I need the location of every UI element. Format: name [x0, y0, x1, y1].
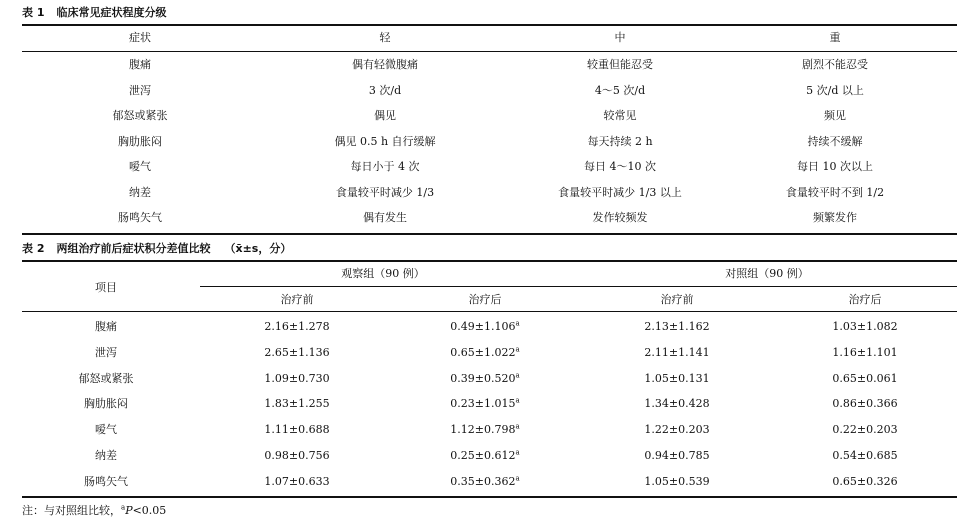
note-threshold: <0.05: [132, 504, 167, 517]
table2-subheader-cell: 治疗后: [848, 293, 882, 306]
table2-value: 2.65±1.136: [264, 345, 330, 359]
table2-value: 0.22±0.203: [832, 423, 898, 437]
table2-value: 0.49±1.106: [450, 320, 516, 333]
table-note: [22, 502, 166, 518]
table2-value-cell: [644, 449, 709, 463]
table1-grade-cell: 偶见 0.5 h 自行缓解: [334, 134, 436, 148]
table2-value: 0.39±0.520: [450, 371, 516, 385]
table2-item-cell: 纳差: [95, 449, 117, 462]
table2-value: 2.11±1.141: [644, 345, 710, 359]
table1-header-rule: [22, 51, 957, 52]
significance-mark: a: [515, 345, 520, 354]
table2-value: 2.16±1.278: [264, 320, 330, 333]
table2-value-cell: [450, 397, 519, 411]
table2-value: 1.07±0.633: [264, 474, 330, 488]
table2-value-cell: [832, 372, 897, 386]
table2-value-cell: [264, 397, 329, 411]
table1-header-cell: 重: [829, 31, 841, 44]
significance-mark: a: [515, 319, 520, 328]
table1-grade-cell: 食量较平时减少 1/3: [335, 185, 435, 199]
table2-value-cell: [450, 423, 519, 437]
table2-value-cell: [450, 372, 519, 386]
table2-value-cell: [450, 346, 519, 360]
table2-value: 1.09±0.730: [264, 371, 330, 385]
table2-item-cell: 泄泻: [95, 345, 117, 359]
table2-value: 0.25±0.612: [450, 449, 516, 462]
table2-value-cell: [832, 397, 897, 411]
table1-title: 临床常见症状程度分级: [56, 6, 167, 19]
table2-value: 0.94±0.785: [644, 449, 710, 462]
table2-value-cell: [832, 423, 897, 437]
table1-symptom-cell: 肠鸣矢气: [118, 211, 162, 224]
table1-header-cell: 中: [614, 31, 626, 44]
table2-value-cell: [450, 449, 519, 463]
significance-mark: a: [515, 370, 520, 379]
table2-number: 表 2: [22, 242, 45, 255]
table2-title: 两组治疗前后症状积分差值比较: [56, 242, 211, 255]
table1-grade-cell: 发作较频发: [592, 211, 648, 224]
table1-grade-cell: 4～5 次/d: [594, 83, 646, 97]
table1-symptom-cell: 胸肋胀闷: [118, 134, 162, 148]
table2-subheader-cell: 治疗前: [660, 293, 694, 306]
table2-value-cell: [832, 449, 897, 463]
table2-value: 0.54±0.685: [832, 449, 898, 462]
table1-grade-cell: 每日 4～10 次: [584, 160, 656, 173]
table2-value: 0.65±0.061: [832, 371, 898, 385]
table2-caption: [22, 240, 291, 256]
table1-grade-cell: 频见: [824, 109, 846, 122]
table2-value-cell: [644, 372, 709, 386]
table2-item-cell: 胸肋胀闷: [84, 397, 128, 411]
table1-caption: [22, 4, 166, 20]
table2-value: 1.05±0.539: [644, 474, 710, 488]
table2-group-observation: 观察组（90 例）: [341, 267, 425, 280]
table2-header-rule: [22, 311, 957, 312]
table2-item-cell: 腹痛: [95, 320, 117, 333]
table2-value-cell: [644, 423, 709, 437]
table2-value: 1.34±0.428: [644, 397, 710, 411]
note-sig-mark: a: [121, 503, 126, 512]
table2-value-cell: [264, 346, 329, 360]
table2-item-cell: 嗳气: [95, 423, 117, 437]
significance-mark: a: [515, 448, 520, 457]
note-prefix: 注：与对照组比较，: [22, 504, 121, 517]
table1-grade-cell: 偶有轻微腹痛: [352, 58, 418, 71]
table2-value: 1.11±0.688: [264, 423, 330, 437]
table2-value-cell: [832, 320, 897, 334]
table2-value: 0.86±0.366: [832, 397, 898, 411]
table1-grade-cell: 偶有发生: [363, 211, 407, 224]
table2-value: 1.16±1.101: [832, 345, 898, 359]
table2-value: 0.65±1.022: [450, 345, 516, 359]
table2-value-cell: [264, 423, 329, 437]
table1-symptom-cell: 郁怒或紧张: [112, 109, 168, 122]
table2-value-cell: [832, 475, 897, 489]
table1-bottom-rule: [22, 233, 957, 235]
table2-group-rule: [200, 286, 957, 287]
table1-symptom-cell: 腹痛: [129, 58, 151, 71]
table2-bottom-rule: [22, 496, 957, 498]
table1-grade-cell: 食量较平时不到 1/2: [785, 185, 885, 199]
table2-unit: （x̄±s，分）: [224, 242, 292, 255]
table1-number: 表 1: [22, 6, 45, 19]
table2-subheader-cell: 治疗后: [468, 293, 502, 306]
table2-value: 1.03±1.082: [832, 320, 898, 333]
table1-grade-cell: 3 次/d: [368, 83, 402, 97]
note-p: P: [125, 504, 133, 517]
table1-header-cell: 轻: [379, 31, 391, 44]
table2-item-header: 项目: [95, 281, 117, 294]
table2-value: 2.13±1.162: [644, 320, 710, 333]
table2-value-cell: [264, 372, 329, 386]
table2-value: 1.22±0.203: [644, 423, 710, 437]
table2-value-cell: [264, 320, 329, 334]
table1-grade-cell: 偶见: [374, 109, 396, 122]
table1-grade-cell: 较重但能忍受: [587, 58, 653, 71]
table2-value-cell: [264, 475, 329, 489]
table1-symptom-cell: 泄泻: [129, 83, 151, 97]
table2-subheader-cell: 治疗前: [280, 293, 314, 306]
table2-value-cell: [644, 320, 709, 334]
table1-grade-cell: 每天持续 2 h: [587, 134, 653, 148]
table2-group-control: 对照组（90 例）: [725, 267, 809, 280]
table1-symptom-cell: 嗳气: [129, 160, 151, 173]
table2-value-cell: [450, 475, 519, 489]
table1-grade-cell: 频繁发作: [813, 211, 857, 224]
table2-value: 0.35±0.362: [450, 474, 516, 488]
table1-header-cell: 症状: [129, 31, 151, 44]
table2-value-cell: [832, 346, 897, 360]
table2-value-cell: [450, 320, 519, 334]
table2-value-cell: [644, 346, 709, 360]
table2-value: 0.65±0.326: [832, 474, 898, 488]
table1-grade-cell: 食量较平时减少 1/3 以上: [558, 185, 682, 199]
table2-value-cell: [644, 397, 709, 411]
table1-grade-cell: 每日 10 次以上: [797, 160, 873, 173]
table2-value: 1.12±0.798: [450, 423, 516, 437]
table2-item-cell: 肠鸣矢气: [84, 474, 128, 488]
table1-grade-cell: 剧烈不能忍受: [802, 58, 868, 71]
significance-mark: a: [515, 422, 520, 431]
table1-top-rule: [22, 24, 957, 26]
table2-value-cell: [644, 475, 709, 489]
table2-value: 0.23±1.015: [450, 397, 516, 411]
table1-grade-cell: 较常见: [603, 109, 637, 122]
table2-value: 1.05±0.131: [644, 371, 710, 385]
table1-symptom-cell: 纳差: [129, 185, 151, 199]
table2-value: 0.98±0.756: [264, 449, 330, 462]
table2-item-cell: 郁怒或紧张: [78, 371, 134, 385]
significance-mark: a: [515, 474, 520, 483]
table1-grade-cell: 每日小于 4 次: [350, 160, 420, 173]
table1-grade-cell: 持续不缓解: [807, 134, 863, 148]
table1-grade-cell: 5 次/d 以上: [806, 83, 864, 97]
table2-top-rule: [22, 260, 957, 262]
significance-mark: a: [515, 396, 520, 405]
table2-value-cell: [264, 449, 329, 463]
table2-value: 1.83±1.255: [264, 397, 330, 411]
